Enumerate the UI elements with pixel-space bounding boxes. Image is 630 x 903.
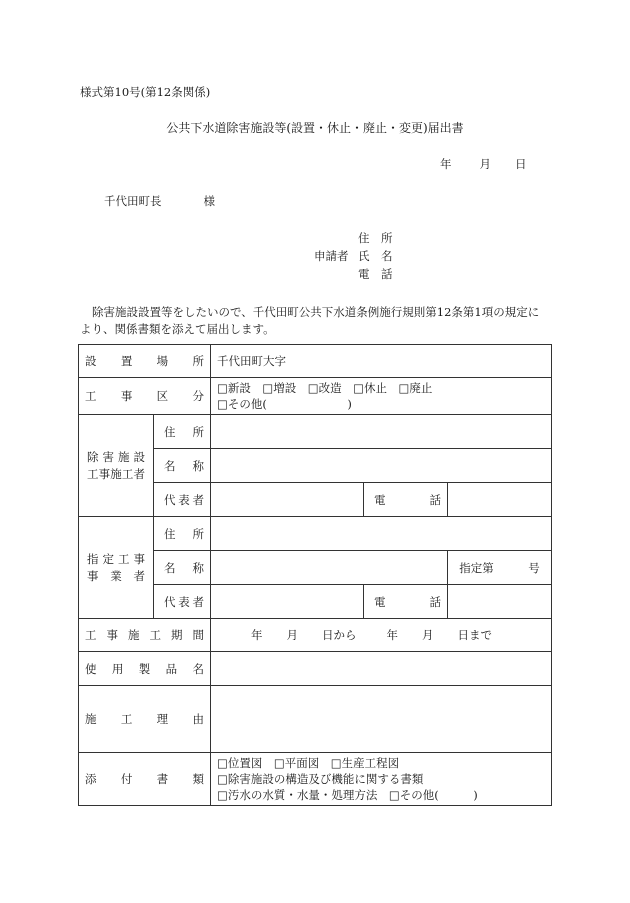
row-products (79, 652, 552, 686)
form-number: 様式第10号(第12条関係) (80, 85, 211, 99)
contractor-name-value[interactable] (211, 449, 552, 483)
period-label: 工事施工期間 (79, 619, 211, 652)
attachments-options[interactable] (211, 753, 552, 806)
attachments-line-3[interactable]: □汚水の水質・水量・処理方法 □その他( ) (217, 788, 478, 802)
contractor-phone-value[interactable] (448, 483, 552, 517)
products-label: 使用製品名 (79, 652, 211, 686)
reason-value[interactable] (211, 686, 552, 753)
date-year: 年 (440, 157, 452, 171)
contractor-label-line-2: 工事施工者 (87, 466, 145, 481)
addressee (104, 193, 215, 209)
contractor-address-value[interactable] (211, 415, 552, 449)
application-form-table (78, 344, 552, 806)
period-end-year: 年 (386, 628, 398, 642)
period-start-month: 月 (286, 628, 298, 642)
designated-name-value[interactable] (211, 551, 448, 585)
location-label: 設置場所 (79, 345, 211, 378)
attachments-label: 添付書類 (79, 753, 211, 806)
contractor-address-label: 住所 (154, 415, 211, 449)
designated-phone-value[interactable] (448, 585, 552, 619)
addressee-honorific: 様 (203, 194, 215, 208)
designation-number[interactable]: 指定第 号 (448, 551, 552, 585)
row-attachments (79, 753, 552, 806)
period-value[interactable] (211, 619, 552, 652)
period-end-month: 月 (422, 628, 434, 642)
work-type-label: 工事区分 (79, 378, 211, 415)
designated-rep-value[interactable] (211, 585, 364, 619)
period-start-day: 日から (322, 628, 357, 642)
row-period (79, 619, 552, 652)
products-value[interactable] (211, 652, 552, 686)
designated-rep-label: 代表者 (154, 585, 211, 619)
period-start-year: 年 (251, 628, 263, 642)
date-month: 月 (479, 157, 491, 171)
row-location (79, 345, 552, 378)
contractor-name-label: 名称 (154, 449, 211, 483)
applicant-address-label: 住 所 (358, 231, 393, 245)
contractor-rep-label: 代表者 (154, 483, 211, 517)
designated-address-value[interactable] (211, 517, 552, 551)
attachments-line-1[interactable]: □位置図 □平面図 □生産工程図 (217, 756, 400, 770)
addressee-name: 千代田町長 (104, 194, 162, 208)
reason-label: 施工理由 (79, 686, 211, 753)
applicant-prefix: 申請者 (314, 249, 349, 263)
work-type-line-2[interactable]: □その他( ) (217, 397, 352, 411)
designated-label-line-1: 指定工事 (87, 551, 145, 566)
applicant-name-label: 氏 名 (358, 249, 393, 263)
work-type-options[interactable] (211, 378, 552, 415)
work-type-line-1[interactable]: □新設 □増設 □改造 □休止 □廃止 (217, 381, 433, 395)
attachments-line-2[interactable]: □除害施設の構造及び機能に関する書類 (217, 772, 424, 786)
row-contractor-address (79, 415, 552, 449)
form-title: 公共下水道除害施設等(設置・休止・廃止・変更)届出書 (166, 121, 464, 135)
designated-name-label: 名称 (154, 551, 211, 585)
designated-phone-label: 電話 (364, 585, 448, 619)
contractor-phone-label: 電話 (364, 483, 448, 517)
contractor-label-line-1: 除害施設 (87, 449, 145, 464)
date-line (440, 156, 527, 172)
location-value[interactable]: 千代田町大字 (211, 345, 552, 378)
applicant-block (314, 229, 393, 283)
period-end-day: 日まで (457, 628, 492, 642)
designated-group-label (79, 517, 154, 619)
contractor-rep-value[interactable] (211, 483, 364, 517)
date-day: 日 (515, 157, 527, 171)
applicant-phone-label: 電 話 (358, 267, 393, 281)
contractor-group-label (79, 415, 154, 517)
designated-label-line-2: 事業者 (87, 568, 145, 583)
row-work-type (79, 378, 552, 415)
designated-address-label: 住所 (154, 517, 211, 551)
row-reason (79, 686, 552, 753)
intro-text: 除害施設設置等をしたいので、千代田町公共下水道条例施行規則第12条第1項の規定により、関係書類を添えて届出します。 (80, 305, 540, 336)
row-designated-address (79, 517, 552, 551)
